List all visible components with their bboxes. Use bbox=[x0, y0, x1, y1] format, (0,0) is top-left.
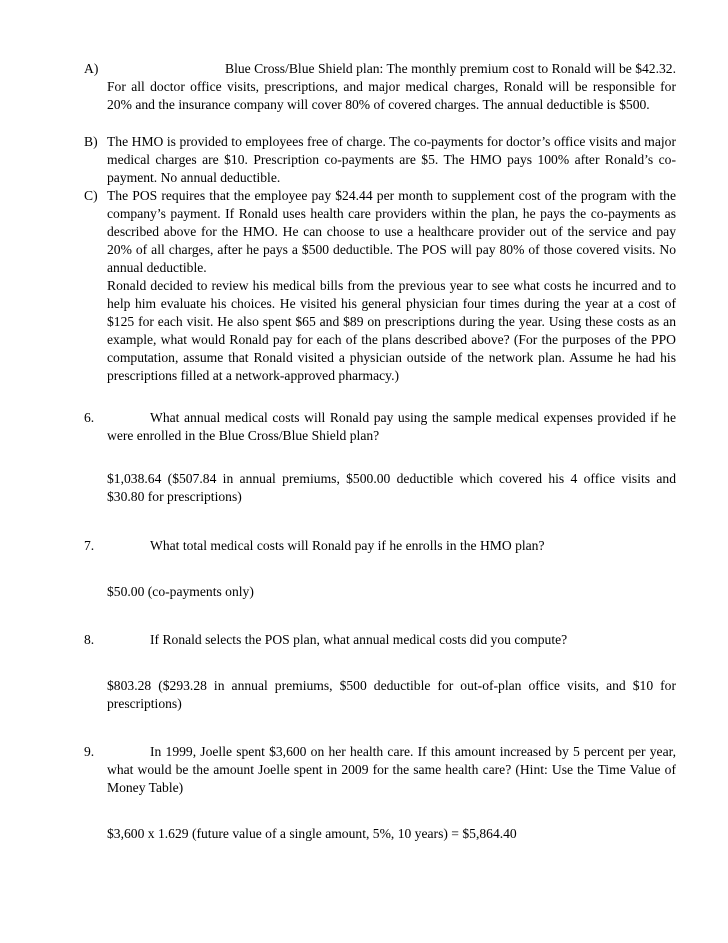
answer-9 bbox=[107, 825, 676, 843]
question-6-text: What annual medical costs will Ronald pay using the sample medical expenses provided if he were enrolled in the Blue Cross/Blue Shield plan? bbox=[107, 410, 676, 443]
scenario-paragraph bbox=[107, 277, 676, 385]
answer-9-text: $3,600 x 1.629 (future value of a single amount, 5%, 10 years) = $5,864.40 bbox=[107, 826, 517, 841]
plan-c-paragraph bbox=[84, 187, 676, 277]
question-6 bbox=[84, 409, 676, 445]
question-8-text: If Ronald selects the POS plan, what annual medical costs did you compute? bbox=[150, 632, 568, 647]
plan-b-paragraph bbox=[84, 133, 676, 187]
question-8-number: 8. bbox=[84, 632, 95, 647]
answer-7 bbox=[107, 583, 676, 601]
plan-b-text: The HMO is provided to employees free of charge. The co-payments for doctor’s office visits and major medical charges are $10. Prescription co-payments are $5. The HMO pays 100% after Ronald’s co-payment. No annual deductible. bbox=[107, 134, 676, 185]
plan-a-text: Blue Cross/Blue Shield plan: The monthly premium cost to Ronald will be $42.32. For all doctor office visits, prescriptions, and major medical charges, Ronald will be responsible for 20% and the insurance company will cover 80% of covered charges. The annual deductible is $500. bbox=[107, 61, 676, 112]
plan-a-label: A) bbox=[84, 61, 99, 76]
question-8 bbox=[84, 631, 676, 649]
question-6-number: 6. bbox=[84, 410, 95, 425]
question-7-text: What total medical costs will Ronald pay if he enrolls in the HMO plan? bbox=[150, 538, 545, 553]
answer-8-text: $803.28 ($293.28 in annual premiums, $500 deductible for out-of-plan office visits, and $10 for prescriptions) bbox=[107, 678, 676, 711]
question-9-text: In 1999, Joelle spent $3,600 on her health care. If this amount increased by 5 percent per year, what would be the amount Joelle spent in 2009 for the same health care? (Hint: Use the Time Value of Money Table) bbox=[107, 744, 676, 795]
plan-a-paragraph bbox=[84, 60, 676, 114]
plan-b-label: B) bbox=[84, 134, 98, 149]
answer-8 bbox=[107, 677, 676, 713]
question-9 bbox=[84, 743, 676, 797]
answer-6-text: $1,038.64 ($507.84 in annual premiums, $500.00 deductible which covered his 4 office visits and $30.80 for prescriptions) bbox=[107, 471, 676, 504]
question-9-number: 9. bbox=[84, 744, 95, 759]
answer-6 bbox=[107, 470, 676, 506]
answer-7-text: $50.00 (co-payments only) bbox=[107, 584, 254, 599]
plan-c-text: The POS requires that the employee pay $24.44 per month to supplement cost of the program with the company’s payment. If Ronald uses health care providers within the plan, he pays the co-payments as described above for the HMO. He can choose to use a healthcare provider out of the service and pay 20% of all charges, after he pays a $500 deductible. The POS will pay 80% of those covered visits. No annual deductible. bbox=[107, 188, 676, 275]
question-7-number: 7. bbox=[84, 538, 95, 553]
question-7 bbox=[84, 537, 676, 555]
scenario-text: Ronald decided to review his medical bills from the previous year to see what costs he incurred and to help him evaluate his choices. He visited his general physician four times during the year at a cost of $125 for each visit. He also spent $65 and $89 on prescriptions during the year. Using these costs as an example, what would Ronald pay for each of the plans described above? (For the purposes of the PPO computation, assume that Ronald visited a physician outside of the network plan. Assume he had his prescriptions filled at a network-approved pharmacy.) bbox=[107, 278, 676, 383]
plan-c-label: C) bbox=[84, 188, 98, 203]
